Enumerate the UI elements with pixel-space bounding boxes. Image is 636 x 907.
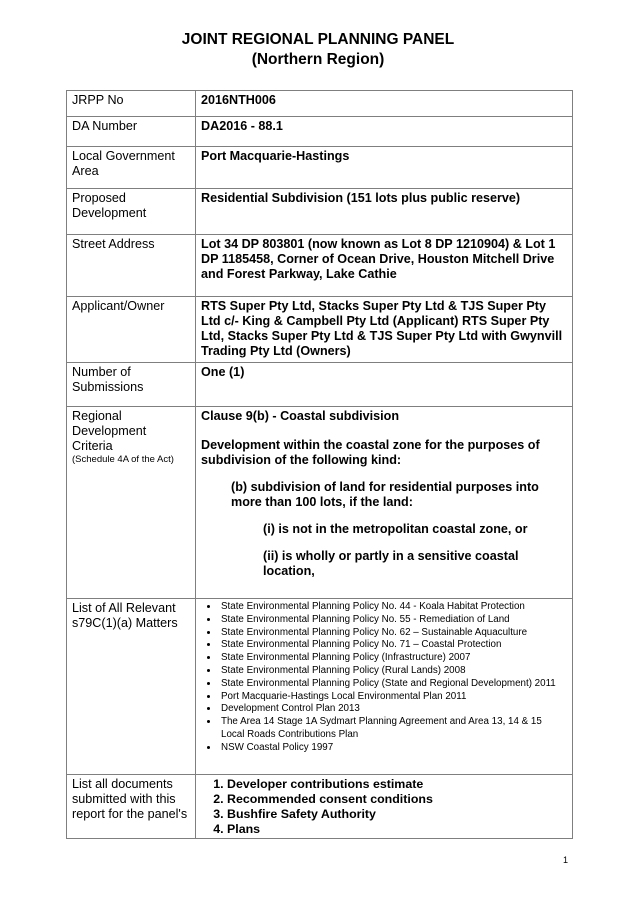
row-lga xyxy=(67,147,573,189)
row-matters xyxy=(67,599,573,775)
document-item: 3. Bushfire Safety Authority xyxy=(227,807,567,822)
document-item: 4. Plans xyxy=(227,822,567,837)
label-applicant: Applicant/Owner xyxy=(67,297,196,363)
matter-item: • State Environmental Planning Policy (Rural Lands) 2008 xyxy=(219,665,567,678)
value-jrpp: 2016NTH006 xyxy=(196,91,573,117)
documents-value-cell xyxy=(196,775,573,839)
label-proposal: Proposed Development xyxy=(67,189,196,235)
criteria-sub-i: (i) is not in the metropolitan coastal zone, or xyxy=(263,522,528,536)
label-documents: List all documents submitted with this report for the panel's xyxy=(67,775,196,839)
document-item: 2. Recommended consent conditions xyxy=(227,792,567,807)
value-proposal: Residential Subdivision (151 lots plus public reserve) xyxy=(196,189,573,235)
row-address xyxy=(67,235,573,297)
matters-list xyxy=(201,601,567,755)
matter-item: • State Environmental Planning Policy No. 44 - Koala Habitat Protection xyxy=(219,601,567,614)
panel-title: JOINT REGIONAL PLANNING PANEL xyxy=(181,31,455,48)
value-address: Lot 34 DP 803801 (now known as Lot 8 DP 1210904) & Lot 1 DP 1185458, Corner of Ocean Drive, Houston Mitchell Drive and Forest Parkway, Lake Cathie xyxy=(196,235,573,297)
criteria-intro: Development within the coastal zone for the purposes of subdivision of the following kind: xyxy=(201,438,540,467)
label-lga: Local Government Area xyxy=(67,147,196,189)
application-details-table xyxy=(66,90,573,839)
value-applicant: RTS Super Pty Ltd, Stacks Super Pty Ltd & TJS Super Pty Ltd c/- King & Campbell Pty Ltd (Applicant) RTS Super Pty Ltd, Stacks Super Pty Ltd & TJS Super Pty Ltd with Gwynvill Trading Pty Ltd (Owners) xyxy=(196,297,573,363)
matter-item: • The Area 14 Stage 1A Sydmart Planning Agreement and Area 13, 14 & 15 Local Roads Contributions Plan xyxy=(219,716,567,742)
row-jrpp xyxy=(67,91,573,117)
matter-item: • Port Macquarie-Hastings Local Environmental Plan 2011 xyxy=(219,691,567,704)
matter-item: • State Environmental Planning Policy No. 62 – Sustainable Aquaculture xyxy=(219,627,567,640)
matter-item: • NSW Coastal Policy 1997 xyxy=(219,742,567,755)
value-lga: Port Macquarie-Hastings xyxy=(196,147,573,189)
criteria-clause: Clause 9(b) - Coastal subdivision xyxy=(201,409,400,423)
documents-list xyxy=(201,777,567,837)
row-criteria xyxy=(67,407,573,599)
label-da-number: DA Number xyxy=(67,117,196,147)
label-criteria: Regional Development Criteria xyxy=(72,409,147,453)
row-proposal xyxy=(67,189,573,235)
criteria-sub-ii: (ii) is wholly or partly in a sensitive coastal location, xyxy=(263,549,519,578)
page-number: 1 xyxy=(563,855,569,865)
document-title xyxy=(0,30,636,70)
label-matters: List of All Relevant s79C(1)(a) Matters xyxy=(67,599,196,775)
matter-item: • State Environmental Planning Policy (Infrastructure) 2007 xyxy=(219,652,567,665)
row-da-number xyxy=(67,117,573,147)
label-address: Street Address xyxy=(67,235,196,297)
matter-item: • State Environmental Planning Policy No. 71 – Coastal Protection xyxy=(219,639,567,652)
document-item: 1. Developer contributions estimate xyxy=(227,777,567,792)
row-applicant xyxy=(67,297,573,363)
matter-item: • State Environmental Planning Policy No. 55 - Remediation of Land xyxy=(219,614,567,627)
value-da-number: DA2016 - 88.1 xyxy=(196,117,573,147)
criteria-value-cell xyxy=(196,407,573,599)
panel-region: (Northern Region) xyxy=(251,51,385,68)
label-submissions: Number of Submissions xyxy=(67,363,196,407)
criteria-label-cell xyxy=(67,407,196,599)
row-submissions xyxy=(67,363,573,407)
label-criteria-note: (Schedule 4A of the Act) xyxy=(72,454,174,465)
value-submissions: One (1) xyxy=(196,363,573,407)
row-documents xyxy=(67,775,573,839)
criteria-sub-b: (b) subdivision of land for residential purposes into more than 100 lots, if the land: xyxy=(231,480,539,509)
matter-item: • State Environmental Planning Policy (State and Regional Development) 2011 xyxy=(219,678,567,691)
label-jrpp: JRPP No xyxy=(67,91,196,117)
matter-item: • Development Control Plan 2013 xyxy=(219,703,567,716)
matters-value-cell xyxy=(196,599,573,775)
